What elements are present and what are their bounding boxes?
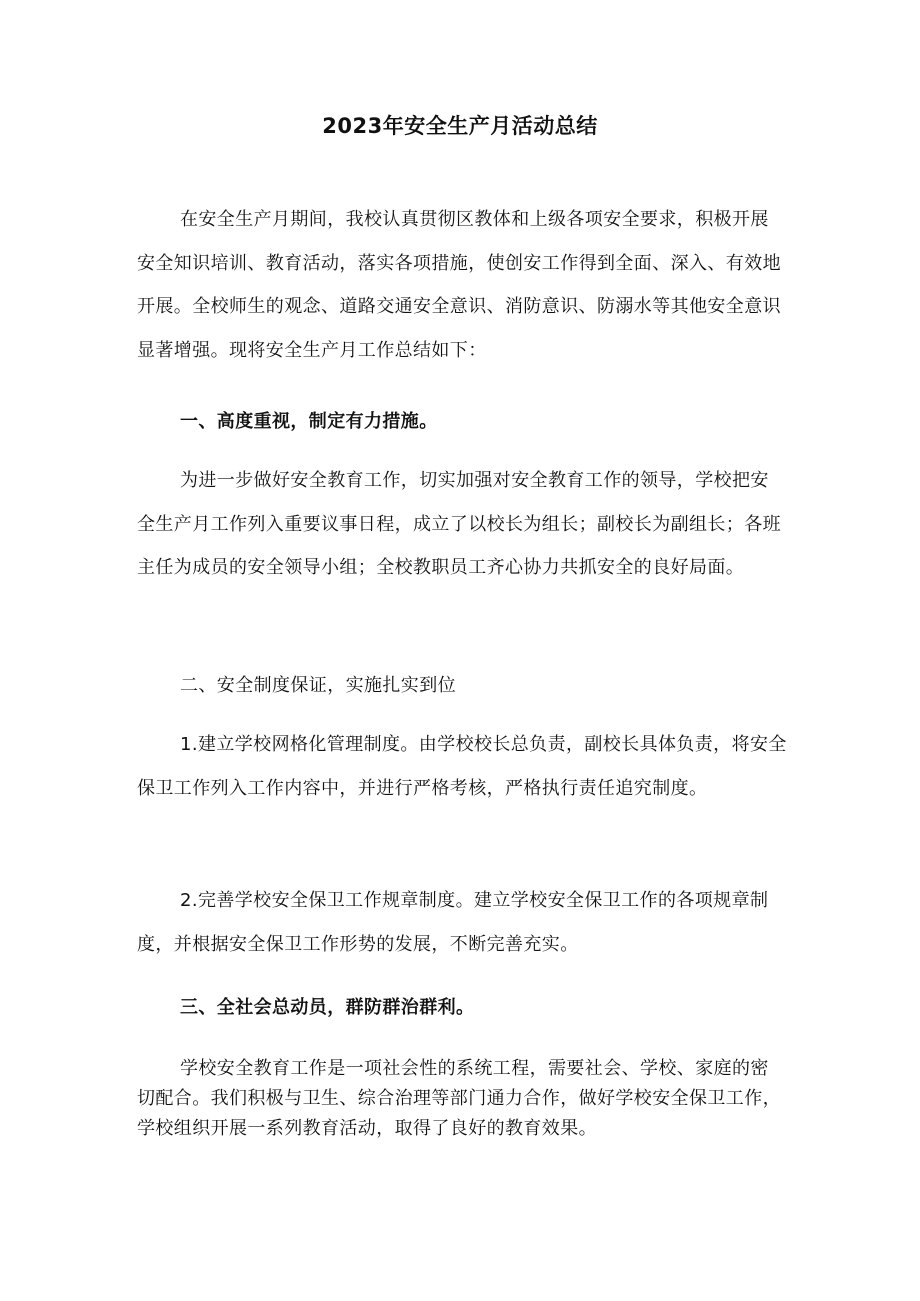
intro-paragraph: 在安全生产月期间，我校认真贯彻区教体和上级各项安全要求，积极开展安全知识培训、教育活动，落实各项措施，使创安工作得到全面、深入、有效地开展。全校师生的观念、道路交通安全意识、消防意识、防溺水等其他安全意识显著增强。现将安全生产月工作总结如下： <box>137 209 781 361</box>
section-3-body: 学校安全教育工作是一项社会性的系统工程，需要社会、学校、家庭的密切配合。我们积极与卫生、综合治理等部门通力合作，做好学校安全保卫工作，学校组织开展一系列教育活动，取得了良好的教育效果。 <box>137 1058 781 1139</box>
section-2-item-1: 1.建立学校网格化管理制度。由学校校长总负责，副校长具体负责，将安全保卫工作列入工作内容中，并进行严格考核，严格执行责任追究制度。 <box>137 734 787 799</box>
section-1-heading: 一、高度重视，制定有力措施。 <box>180 411 438 432</box>
section-2-item-2: 2.完善学校安全保卫工作规章制度。建立学校安全保卫工作的各项规章制度，并根据安全保卫工作形势的发展，不断完善充实。 <box>137 890 769 955</box>
section-1-body: 为进一步做好安全教育工作，切实加强对安全教育工作的领导，学校把安全生产月工作列入重要议事日程，成立了以校长为组长；副校长为副组长；各班主任为成员的安全领导小组；全校教职员工齐心协力共抓安全的良好局面。 <box>137 470 781 578</box>
section-3-heading: 三、全社会总动员，群防群治群利。 <box>180 997 475 1018</box>
section-2-heading: 二、安全制度保证，实施扎实到位 <box>180 675 456 696</box>
document-title: 2023年安全生产月活动总结 <box>322 114 598 138</box>
